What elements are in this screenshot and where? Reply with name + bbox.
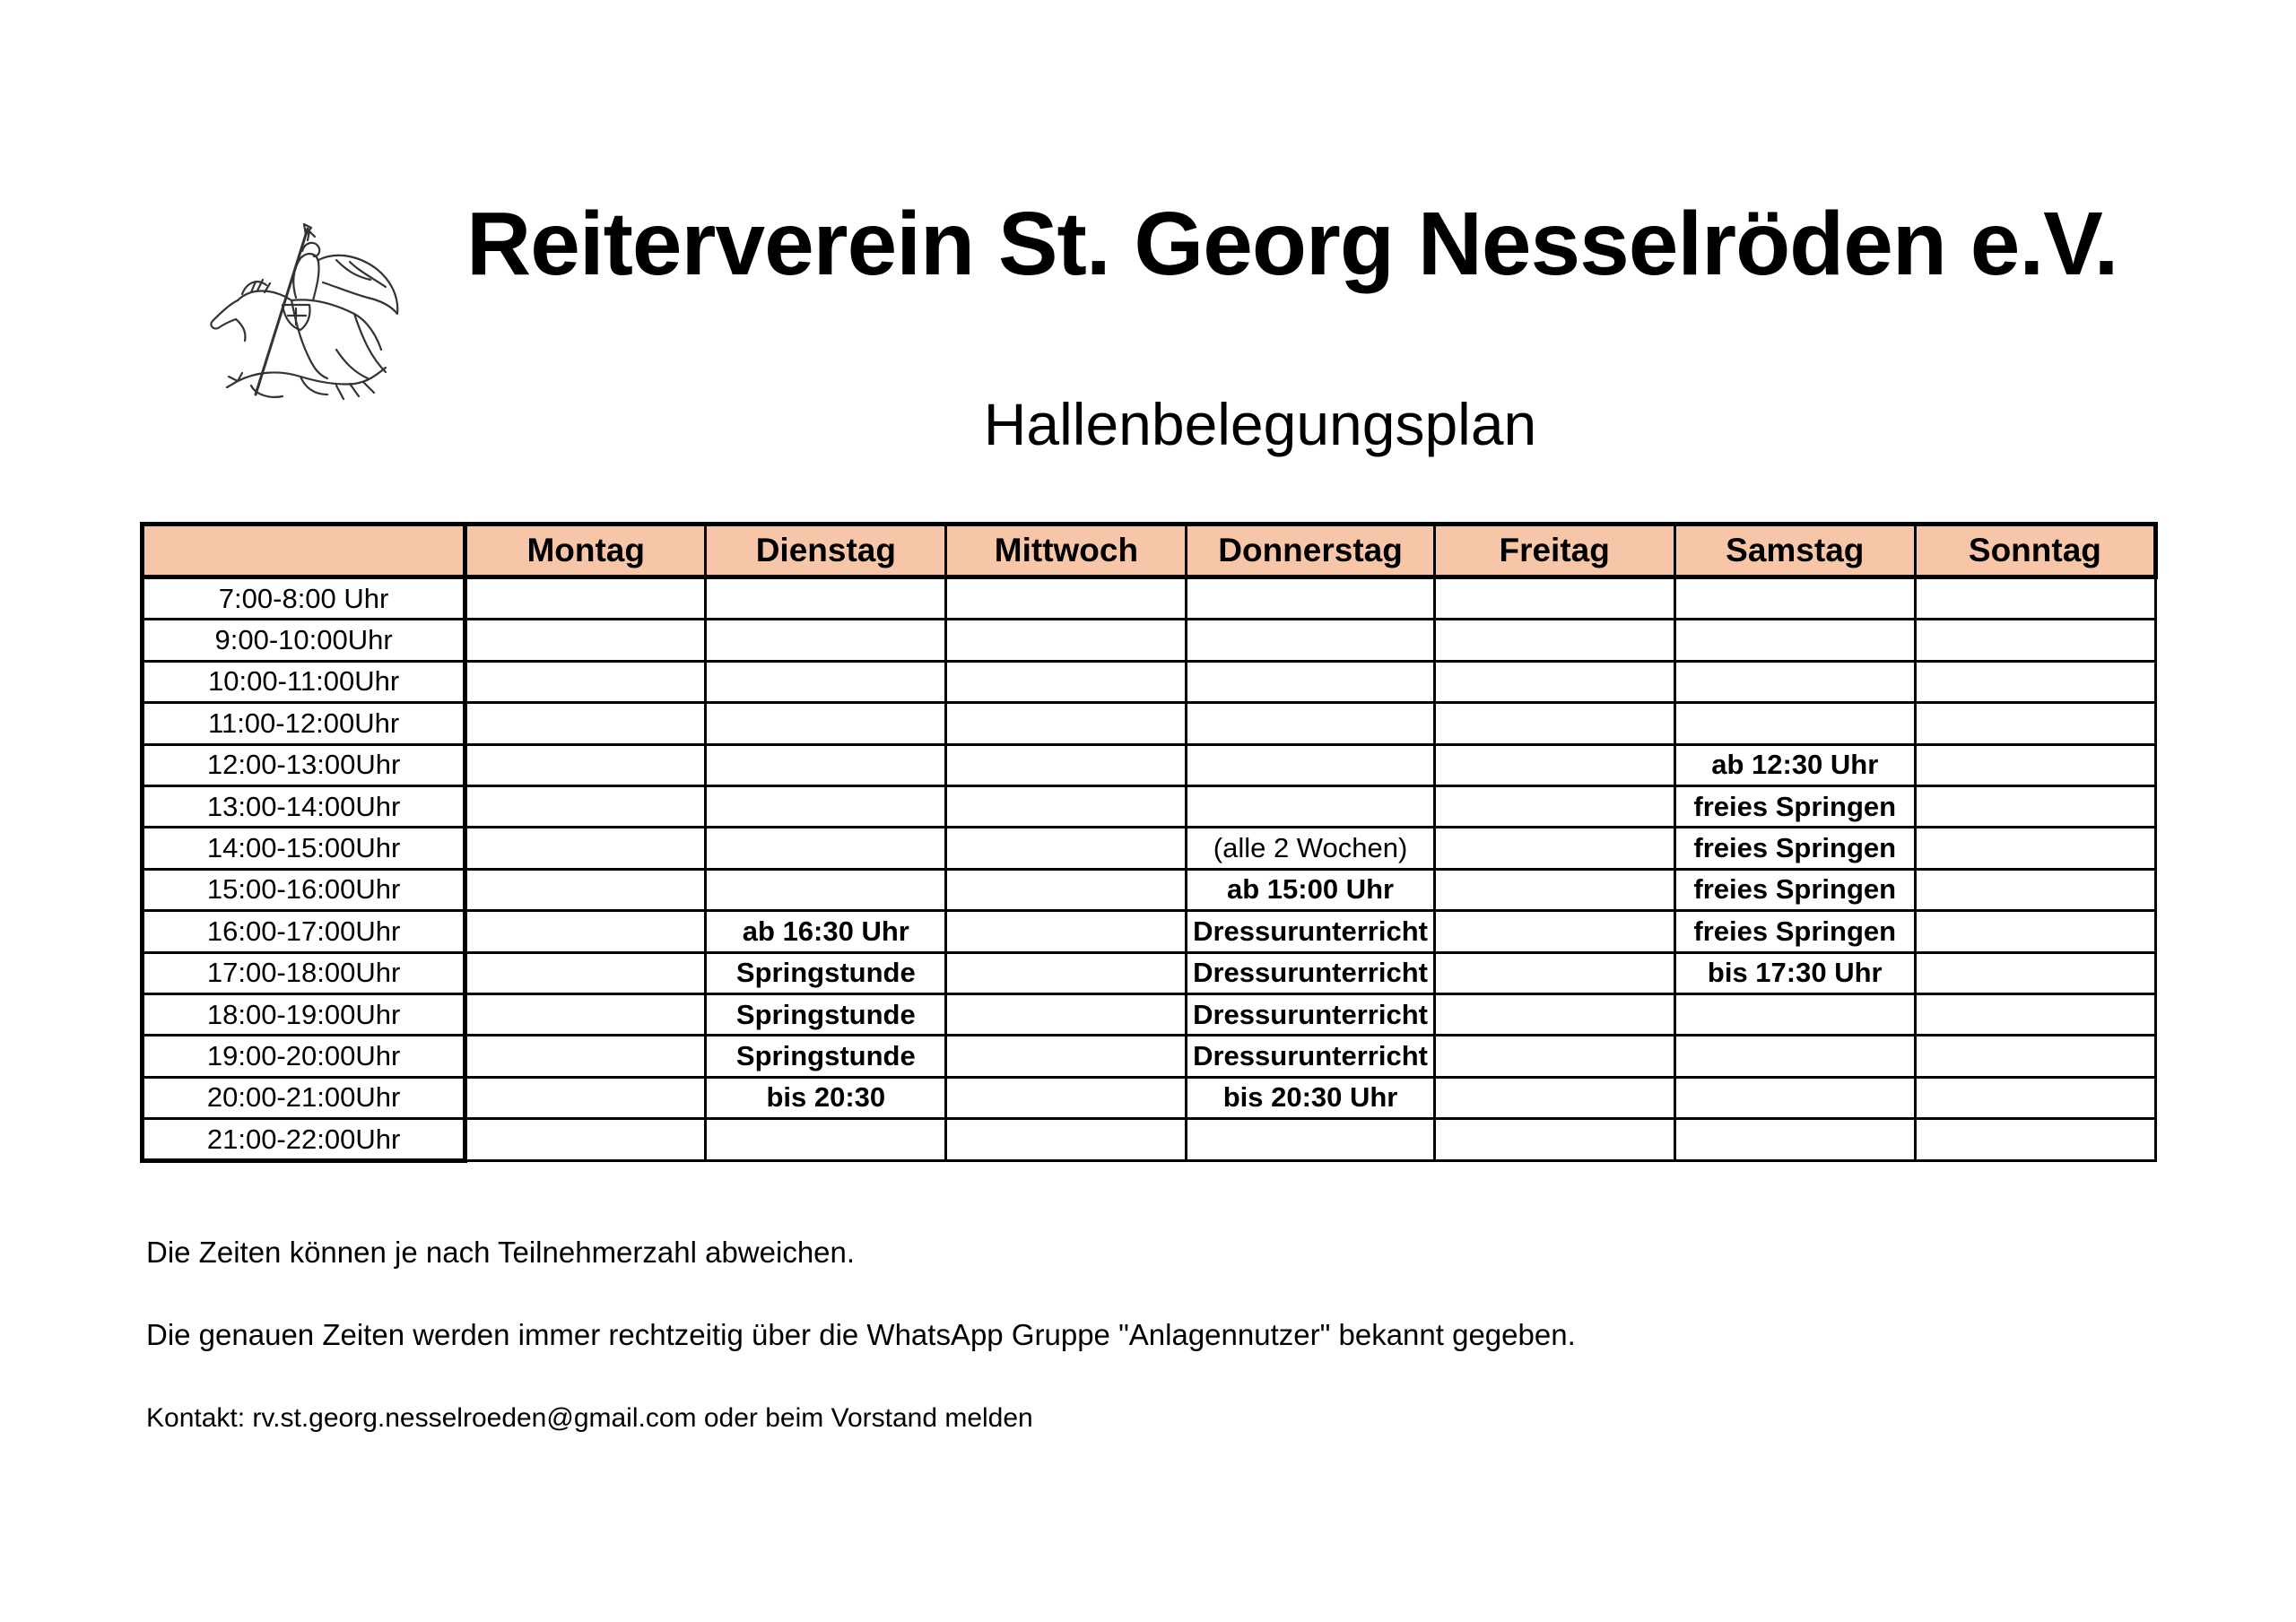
schedule-cell — [1915, 661, 2155, 702]
schedule-cell — [1187, 620, 1434, 661]
note-line-2: Die genauen Zeiten werden immer rechtzeitig über die WhatsApp Gruppe "Anlagennutzer" bekannt gegeben. — [146, 1318, 1576, 1351]
header-day-cell: Dienstag — [706, 525, 946, 577]
schedule-cell — [946, 828, 1187, 869]
schedule-cell: Dressurunterricht — [1187, 952, 1434, 993]
table-row — [143, 952, 2156, 993]
time-slot-cell: 15:00-16:00Uhr — [143, 869, 465, 910]
note-line-1: Die Zeiten können je nach Teilnehmerzahl abweichen. — [146, 1236, 856, 1269]
schedule-cell — [1187, 785, 1434, 827]
header-day-cell: Donnerstag — [1187, 525, 1434, 577]
schedule-cell — [1915, 1119, 2155, 1161]
schedule-cell — [706, 661, 946, 702]
schedule-cell — [1434, 577, 1674, 620]
schedule-cell: ab 12:30 Uhr — [1674, 744, 1915, 785]
time-slot-cell: 10:00-11:00Uhr — [143, 661, 465, 702]
schedule-cell: ab 15:00 Uhr — [1187, 869, 1434, 910]
schedule-cell — [1434, 911, 1674, 952]
table-header-row — [143, 525, 2156, 577]
schedule-cell — [1434, 785, 1674, 827]
schedule-cell — [1915, 577, 2155, 620]
schedule-cell — [1915, 785, 2155, 827]
schedule-cell — [465, 993, 706, 1035]
schedule-cell — [946, 744, 1187, 785]
schedule-cell: Springstunde — [706, 1036, 946, 1077]
schedule-cell — [1915, 620, 2155, 661]
schedule-cell — [946, 1077, 1187, 1118]
schedule-cell: (alle 2 Wochen) — [1187, 828, 1434, 869]
schedule-cell — [1434, 703, 1674, 744]
schedule-cell — [465, 577, 706, 620]
schedule-cell: bis 20:30 — [706, 1077, 946, 1118]
schedule-cell — [1187, 703, 1434, 744]
schedule-cell — [946, 869, 1187, 910]
table-row — [143, 703, 2156, 744]
table-row — [143, 911, 2156, 952]
schedule-cell — [1674, 993, 1915, 1035]
schedule-cell — [1674, 577, 1915, 620]
schedule-cell — [1674, 1077, 1915, 1118]
schedule-cell — [706, 785, 946, 827]
header-day-cell: Freitag — [1434, 525, 1674, 577]
schedule-cell — [465, 703, 706, 744]
schedule-cell — [465, 1036, 706, 1077]
schedule-cell — [1434, 1119, 1674, 1161]
schedule-cell: Dressurunterricht — [1187, 911, 1434, 952]
table-row — [143, 828, 2156, 869]
table-row — [143, 1119, 2156, 1161]
schedule-cell — [1674, 661, 1915, 702]
schedule-cell — [1434, 993, 1674, 1035]
schedule-cell — [465, 828, 706, 869]
page-subtitle: Hallenbelegungsplan — [983, 391, 1537, 457]
schedule-cell — [946, 785, 1187, 827]
schedule-cell: Springstunde — [706, 993, 946, 1035]
schedule-cell — [946, 703, 1187, 744]
schedule-cell — [946, 911, 1187, 952]
schedule-cell — [1434, 744, 1674, 785]
schedule-cell — [1915, 1036, 2155, 1077]
schedule-cell: freies Springen — [1674, 869, 1915, 910]
schedule-cell: ab 16:30 Uhr — [706, 911, 946, 952]
schedule-cell — [1915, 703, 2155, 744]
schedule-cell — [946, 577, 1187, 620]
schedule-cell — [946, 952, 1187, 993]
contact-line: Kontakt: rv.st.georg.nesselroeden@gmail.com oder beim Vorstand melden — [146, 1403, 1033, 1433]
schedule-cell: freies Springen — [1674, 785, 1915, 827]
schedule-cell — [1434, 1077, 1674, 1118]
schedule-cell — [1915, 993, 2155, 1035]
table-row — [143, 661, 2156, 702]
table-row — [143, 620, 2156, 661]
schedule-cell — [465, 1119, 706, 1161]
schedule-cell — [706, 828, 946, 869]
schedule-cell — [1434, 828, 1674, 869]
table-row — [143, 577, 2156, 620]
schedule-cell — [465, 1077, 706, 1118]
schedule-cell — [946, 661, 1187, 702]
header-day-cell: Mittwoch — [946, 525, 1187, 577]
schedule-cell — [1434, 620, 1674, 661]
schedule-cell — [465, 744, 706, 785]
time-slot-cell: 16:00-17:00Uhr — [143, 911, 465, 952]
schedule-cell — [1187, 577, 1434, 620]
schedule-cell — [1434, 952, 1674, 993]
schedule-cell: Dressurunterricht — [1187, 993, 1434, 1035]
time-slot-cell: 13:00-14:00Uhr — [143, 785, 465, 827]
schedule-cell — [1915, 952, 2155, 993]
schedule-cell — [706, 869, 946, 910]
header-corner-cell — [143, 525, 465, 577]
table-row — [143, 1077, 2156, 1118]
table-row — [143, 1036, 2156, 1077]
time-slot-cell: 18:00-19:00Uhr — [143, 993, 465, 1035]
schedule-cell — [1915, 744, 2155, 785]
time-slot-cell: 14:00-15:00Uhr — [143, 828, 465, 869]
schedule-cell: Dressurunterricht — [1187, 1036, 1434, 1077]
time-slot-cell: 17:00-18:00Uhr — [143, 952, 465, 993]
schedule-cell — [706, 577, 946, 620]
header-day-cell: Sonntag — [1915, 525, 2155, 577]
schedule-table — [140, 522, 2158, 1163]
schedule-cell — [706, 703, 946, 744]
schedule-cell — [1434, 661, 1674, 702]
schedule-cell — [1674, 703, 1915, 744]
schedule-cell — [1187, 661, 1434, 702]
time-slot-cell: 21:00-22:00Uhr — [143, 1119, 465, 1161]
schedule-cell — [946, 1119, 1187, 1161]
st-george-dragon-logo-icon — [202, 215, 417, 408]
schedule-cell — [465, 911, 706, 952]
page-title: Reiterverein St. Georg Nesselröden e.V. — [466, 194, 2118, 294]
schedule-cell — [1674, 620, 1915, 661]
schedule-cell — [1915, 828, 2155, 869]
time-slot-cell: 20:00-21:00Uhr — [143, 1077, 465, 1118]
schedule-cell: freies Springen — [1674, 911, 1915, 952]
schedule-cell: Springstunde — [706, 952, 946, 993]
schedule-cell: bis 20:30 Uhr — [1187, 1077, 1434, 1118]
schedule-cell — [946, 1036, 1187, 1077]
table-row — [143, 744, 2156, 785]
schedule-cell — [706, 1119, 946, 1161]
header-day-cell: Montag — [465, 525, 706, 577]
time-slot-cell: 19:00-20:00Uhr — [143, 1036, 465, 1077]
schedule-cell — [1915, 911, 2155, 952]
time-slot-cell: 9:00-10:00Uhr — [143, 620, 465, 661]
schedule-cell — [1434, 869, 1674, 910]
schedule-cell — [465, 785, 706, 827]
schedule-cell — [946, 620, 1187, 661]
schedule-cell — [1674, 1036, 1915, 1077]
schedule-cell — [1434, 1036, 1674, 1077]
schedule-cell — [465, 869, 706, 910]
schedule-cell: freies Springen — [1674, 828, 1915, 869]
schedule-cell — [465, 661, 706, 702]
schedule-cell: bis 17:30 Uhr — [1674, 952, 1915, 993]
schedule-cell — [1187, 1119, 1434, 1161]
schedule-cell — [946, 993, 1187, 1035]
time-slot-cell: 11:00-12:00Uhr — [143, 703, 465, 744]
schedule-cell — [465, 952, 706, 993]
schedule-cell — [1674, 1119, 1915, 1161]
table-row — [143, 993, 2156, 1035]
schedule-cell — [465, 620, 706, 661]
time-slot-cell: 12:00-13:00Uhr — [143, 744, 465, 785]
table-row — [143, 869, 2156, 910]
schedule-cell — [1915, 1077, 2155, 1118]
schedule-cell — [1187, 744, 1434, 785]
schedule-cell — [1915, 869, 2155, 910]
schedule-cell — [706, 620, 946, 661]
time-slot-cell: 7:00-8:00 Uhr — [143, 577, 465, 620]
schedule-cell — [706, 744, 946, 785]
header-day-cell: Samstag — [1674, 525, 1915, 577]
table-row — [143, 785, 2156, 827]
